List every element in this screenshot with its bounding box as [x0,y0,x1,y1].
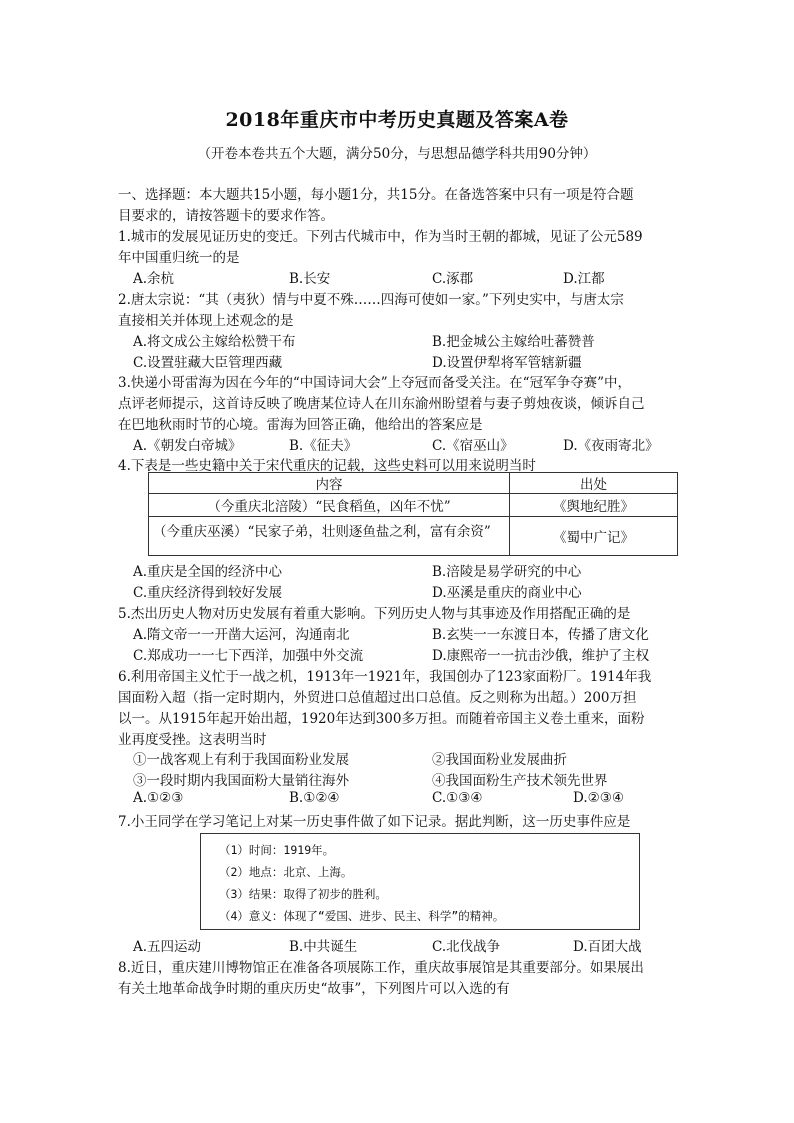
question-7-stem: 7.小王同学在学习笔记上对某一历史事件做了如下记录。据此判断，这一历史事件应是 [118,814,631,830]
q4-option-a: A.重庆是全国的经济中心 [133,564,283,580]
q4-option-c: C.重庆经济得到较好发展 [133,585,283,601]
q2-option-d: D.设置伊犁将军管辖新疆 [432,355,582,371]
q2-option-a: A.将文成公主嫁给松赞干布 [133,334,296,350]
section-instructions: 目要求的，请按答题卡的要求作答。 [118,208,334,224]
q7-note: （1）时间：1919年。 [219,843,335,857]
q1-option-b: B.长安 [289,271,331,287]
q3-option-b: B.《征夫》 [289,438,358,454]
page-subtitle: （开卷本卷共五个大题，满分50分，与思想品德学科共用90分钟） [197,146,597,162]
q7-option-d: D.百团大战 [573,939,642,955]
q7-option-b: B.中共诞生 [289,939,358,955]
question-4-stem: 4.下表是一些史籍中关于宋代重庆的记载，这些史料可以用来说明当时 [118,458,536,474]
q6-statement-1: ①一战客观上有利于我国面粉业发展 [133,752,349,768]
q6-option-c: C.①③④ [432,790,483,806]
question-2-stem: 直接相关并体现上述观念的是 [118,313,294,329]
q5-option-c: C.郑成功一一七下西洋，加强中外交流 [133,648,364,664]
table-header-source: 出处 [510,473,678,494]
q3-option-a: A.《朝发白帝城》 [133,438,242,454]
page-title: 2018年重庆市中考历史真题及答案A卷 [225,109,569,131]
q4-option-b: B.涪陵是易学研究的中心 [432,564,582,580]
table-cell: （今重庆北涪陵）“民食稻鱼，凶年不忧” [149,494,510,517]
question-3-stem: 在巴地秋雨时节的心境。雷海为回答正确，他给出的答案应是 [118,417,483,433]
q4-option-d: D.巫溪是重庆的商业中心 [432,585,582,601]
q6-statement-3: ③一段时期内我国面粉大量销往海外 [133,773,349,789]
question-5-stem: 5.杰出历史人物对历史发展有着重大影响。下列历史人物与其事迹及作用搭配正确的是 [118,606,631,622]
q6-statement-2: ②我国面粉业发展曲折 [432,752,567,768]
q1-option-d: D.江都 [563,271,605,287]
table-row [149,517,678,556]
q6-statement-4: ④我国面粉生产技术领先世界 [432,773,608,789]
table-cell: 《蜀中广记》 [510,517,678,556]
q2-option-c: C.设置驻藏大臣管理西藏 [133,355,283,371]
question-3-stem: 3.快递小哥雷海为因在今年的“中国诗词大会”上夺冠而备受关注。在“冠军争夺赛”中， [118,375,631,391]
q7-option-c: C.北伐战争 [432,939,501,955]
question-1-stem: 1.城市的发展见证历史的变迁。下列古代城市中，作为当时王朝的都城，见证了公元589 [118,229,643,245]
q5-option-d: D.康熙帝一一抗击沙俄，维护了主权 [432,648,650,664]
table-row [149,494,678,517]
question-6-stem: 业再度受挫。这表明当时 [118,732,267,748]
question-3-stem: 点评老师提示，这首诗反映了晚唐某位诗人在川东渝州盼望着与妻子剪烛夜谈，倾诉自己 [118,396,645,412]
q7-note: （4）意义：体现了“爱国、进步、民主、科学”的精神。 [219,909,505,923]
question-8-stem: 有关土地革命战争时期的重庆历史“故事”，下列图片可以入选的有 [118,981,510,997]
q5-option-a: A.隋文帝一一开凿大运河，沟通南北 [133,627,350,643]
section-instructions: 一、选择题：本大题共15小题，每小题1分，共15分。在备选答案中只有一项是符合题 [118,187,634,203]
q1-option-a: A.余杭 [133,271,175,287]
q6-option-a: A.①②③ [133,790,184,806]
q2-option-b: B.把金城公主嫁给吐蕃赞普 [432,334,595,350]
q7-notes-box [200,833,640,930]
q1-option-c: C.涿郡 [432,271,474,287]
q7-option-a: A.五四运动 [133,939,202,955]
question-1-stem: 年中国重归统一的是 [118,250,240,266]
q3-option-d: D.《夜雨寄北》 [563,438,659,454]
table-cell: （今重庆巫溪）“民家子弟，壮则逐鱼盐之利，富有余资” [149,517,510,556]
q7-note: （2）地点：北京、上海。 [219,865,353,879]
question-6-stem: 6.利用帝国主义忙于一战之机，1913年一1921年，我国创办了123家面粉厂。1914年我 [118,669,652,685]
question-2-stem: 2.唐太宗说：“其（夷狄）情与中夏不殊……四海可使如一家。”下列史实中，与唐太宗 [118,292,624,308]
question-8-stem: 8.近日，重庆建川博物馆正在准备各项展陈工作，重庆故事展馆是其重要部分。如果展出 [118,960,644,976]
q7-note: （3）结果：取得了初步的胜利。 [219,887,387,901]
q3-option-c: C.《宿巫山》 [432,438,514,454]
q4-source-table [148,472,678,556]
table-header-content: 内容 [149,473,510,494]
q5-option-b: B.玄奘一一东渡日本，传播了唐文化 [432,627,649,643]
question-6-stem: 国面粉入超（指一定时期内，外贸进口总值超过出口总值。反之则称为出超。）200万担 [118,690,637,706]
q6-option-d: D.②③④ [573,790,624,806]
table-cell: 《舆地纪胜》 [510,494,678,517]
q6-option-b: B.①②④ [289,790,340,806]
question-6-stem: 以一。从1915年起开始出超，1920年达到300多万担。而随着帝国主义卷土重来，面粉 [118,711,645,727]
